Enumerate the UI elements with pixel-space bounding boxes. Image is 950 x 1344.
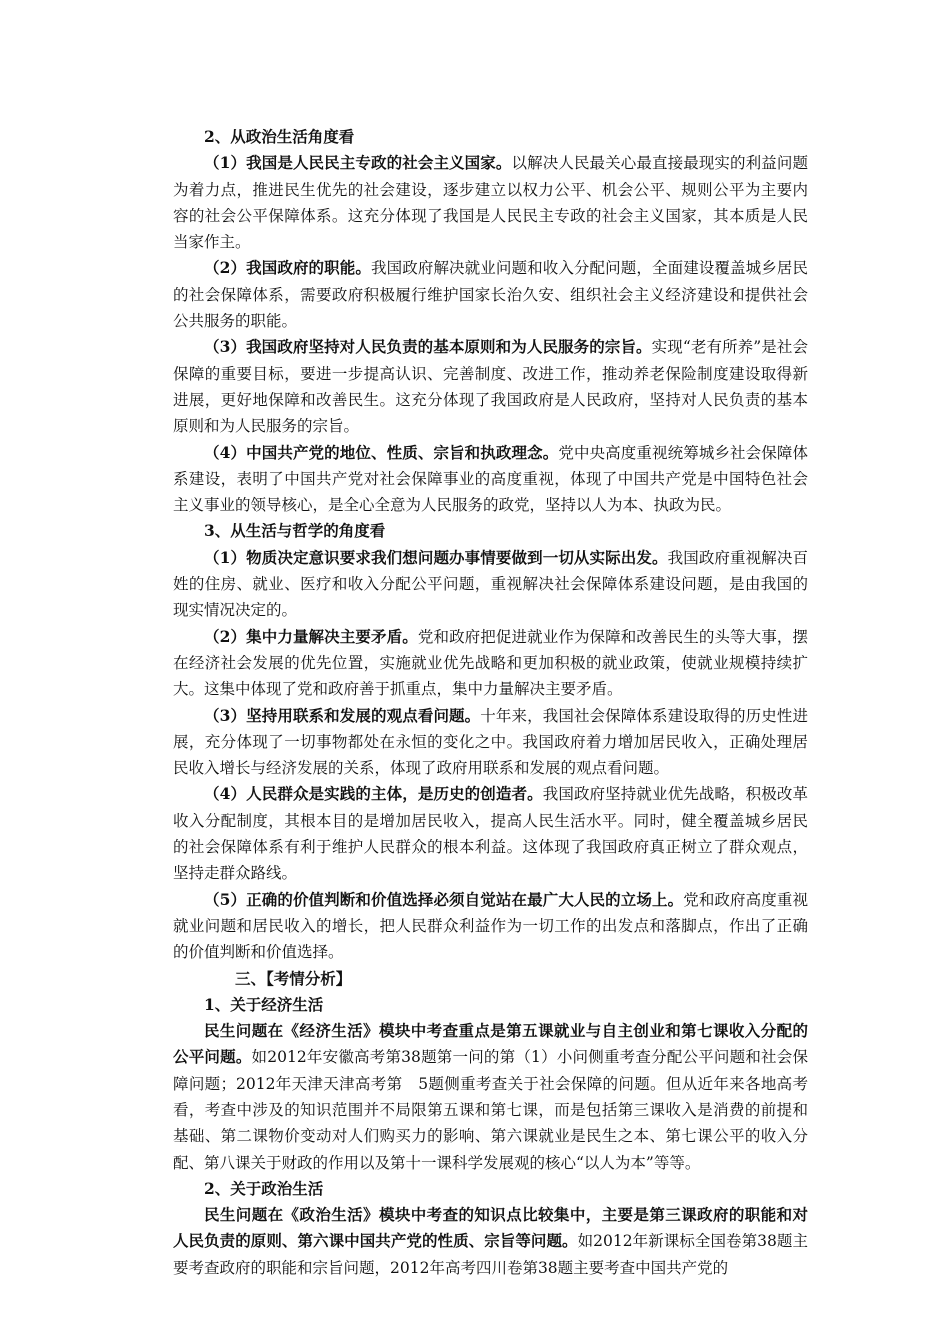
section-heading-exam-analysis: 三、【考情分析】 <box>235 968 352 988</box>
paragraph-philosophy-5 <box>173 887 808 966</box>
paragraph-lead: （3）坚持用联系和发展的观点看问题。 <box>204 705 481 725</box>
paragraph-text: 我国政府坚持就业优先战略，积极改革收入分配制度，其根本目的是增加居民收入，提高人民生活水平。同时，健全覆盖城乡居民的社会保障体系有利于维护人民群众的根本利益。这体现了我国政府真正树立了群众观点，坚持走群众路线。 <box>173 785 808 883</box>
paragraph-text: 以解决人民最关心最直接最现实的利益问题为着力点，推进民生优先的社会建设，逐步建立以权力公平、机会公平、规则公平为主要内容的社会公平保障体系。这充分体现了我国是人民民主专政的社会主义国家，其本质是人民当家作主。 <box>173 154 808 252</box>
paragraph-economic-life <box>173 1018 808 1176</box>
paragraph-philosophy-4 <box>173 781 808 886</box>
paragraph-lead: （5）正确的价值判断和价值选择必须自觉站在最广大人民的立场上。 <box>204 889 684 909</box>
paragraph-lead: （3）我国政府坚持对人民负责的基本原则和为人民服务的宗旨。 <box>204 337 652 357</box>
paragraph-political-3 <box>173 334 808 439</box>
paragraph-text: 如2012年新课标全国卷第38题主要考查政府的职能和宗旨问题，2012年高考四川卷第38题主要考查中国共产党的 <box>173 1232 808 1277</box>
paragraph-text: 党中央高度重视统筹城乡社会保障体系建设，表明了中国共产党对社会保障事业的高度重视，体现了中国共产党是中国特色社会主义事业的领导核心，是全心全意为人民服务的政党，坚持以人为本、执政为民。 <box>173 443 808 515</box>
paragraph-lead: 民生问题在《经济生活》模块中考查重点是第五课就业与自主创业和第七课收入分配的公平问题。 <box>173 1021 808 1067</box>
paragraph-lead: （1）我国是人民民主专政的社会主义国家。 <box>204 153 512 173</box>
paragraph-political-4 <box>173 440 808 519</box>
paragraph-lead: （2）我国政府的职能。 <box>204 258 371 278</box>
paragraph-political-2 <box>173 255 808 334</box>
paragraph-philosophy-2 <box>173 624 808 703</box>
paragraph-lead: （4）人民群众是实践的主体，是历史的创造者。 <box>204 784 543 804</box>
paragraph-lead: 民生问题在《政治生活》模块中考查的知识点比较集中，主要是第三课政府的职能和对人民负责的原则、第六课中国共产党的性质、宗旨等问题。 <box>173 1205 808 1251</box>
section-heading-philosophy: 3、从生活与哲学的角度看 <box>204 521 386 541</box>
paragraph-text: 我国政府重视解决百姓的住房、就业、医疗和收入分配公平问题，重视解决社会保障体系建设问题，是由我国的现实情况决定的。 <box>173 548 808 620</box>
paragraph-text: 实现“老有所养”是社会保障的重要目标，要进一步提高认识、完善制度、改进工作，推动养老保险制度建设取得新进展，更好地保障和改善民生。这充分体现了我国政府是人民政府，坚持对人民负责的基本原则和为人民服务的宗旨。 <box>173 338 808 436</box>
paragraph-lead: （2）集中力量解决主要矛盾。 <box>204 626 418 646</box>
paragraph-lead: （1）物质决定意识要求我们想问题办事情要做到一切从实际出发。 <box>204 547 668 567</box>
paragraph-political-life <box>173 1202 808 1281</box>
paragraph-text: 如2012年安徽高考第38题第一问的第（1）小问侧重考查分配公平问题和社会保障问题；2012年天津天津高考第 5题侧重考查关于社会保障的问题。但从近年来各地高考看，考查中涉及的知识范围并不局限第五课和第七课，而是包括第三课收入是消费的前提和基础、第二课物价变动对人们购买力的影响、第六课就业是民生之本、第七课公平的收入分配、第八课关于财政的作用以及第十一课科学发展观的核心“以人为本”等等。 <box>173 1048 808 1172</box>
section-heading-political: 2、从政治生活角度看 <box>204 127 355 146</box>
document-body <box>173 124 808 1281</box>
paragraph-lead: （4）中国共产党的地位、性质、宗旨和执政理念。 <box>204 442 559 462</box>
subheading-political-life: 2、关于政治生活 <box>204 1178 324 1198</box>
paragraph-philosophy-3 <box>173 703 808 782</box>
paragraph-political-1 <box>173 150 808 255</box>
paragraph-philosophy-1 <box>173 545 808 624</box>
paragraph-text: 党和政府高度重视就业问题和居民收入的增长，把人民群众利益作为一切工作的出发点和落脚点，作出了正确的价值判断和价值选择。 <box>173 890 808 962</box>
paragraph-text: 党和政府把促进就业作为保障和改善民生的头等大事，摆在经济社会发展的优先位置，实施就业优先战略和更加积极的就业政策，使就业规模持续扩大。这集中体现了党和政府善于抓重点，集中力量解决主要矛盾。 <box>173 627 808 699</box>
paragraph-text: 我国政府解决就业问题和收入分配问题，全面建设覆盖城乡居民的社会保障体系，需要政府积极履行维护国家长治久安、组织社会主义经济建设和提供社会公共服务的职能。 <box>173 259 808 331</box>
subheading-economic-life: 1、关于经济生活 <box>204 994 324 1014</box>
paragraph-text: 十年来，我国社会保障体系建设取得的历史性进展，充分体现了一切事物都处在永恒的变化之中。我国政府着力增加居民收入，正确处理居民收入增长与经济发展的关系，体现了政府用联系和发展的观点看问题。 <box>173 706 808 778</box>
